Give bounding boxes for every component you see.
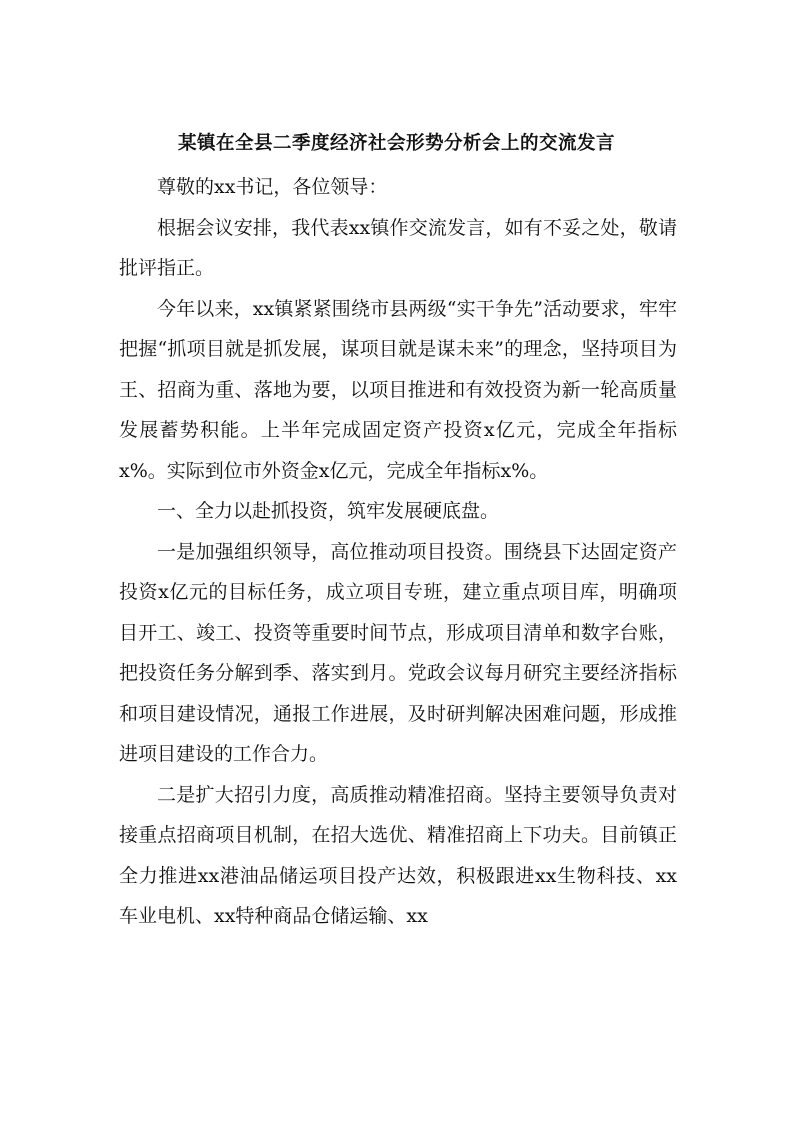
section-heading: 一、全力以赴抓投资，筑牢发展硬底盘。 [157,500,500,522]
overview-paragraph: 今年以来，xx镇紧紧围绕市县两级“实干争先”活动要求，牢牢把握“抓项目就是抓发展，谋项目就是谋未来”的理念，坚持项目为王、招商为重、落地为要，以项目推进和有效投资为新一轮高质量发展蓄势积能。上半年完成固定资产投资x亿元，完成全年指标x%。实际到位市外资金x亿元，完成全年指标x%。 [119,297,677,482]
salutation-paragraph: 尊敬的xx书记，各位领导： [157,176,388,198]
point-one-paragraph: 一是加强组织领导，高位推动项目投资。围绕县下达固定资产投资x亿元的目标任务，成立项目专班，建立重点项目库，明确项目开工、竣工、投资等重要时间节点，形成项目清单和数字台账，把投资任务分解到季、落实到月。党政会议每月研究主要经济指标和项目建设情况，通报工作进展，及时研判解决困难问题，形成推进项目建设的工作合力。 [119,540,677,765]
point-two-paragraph: 二是扩大招引力度，高质推动精准招商。坚持主要领导负责对接重点招商项目机制，在招大选优、精准招商上下功夫。目前镇正全力推进xx港油品储运项目投产达效，积极跟进xx生物科技、xx车业电机、xx特种商品仓储运输、xx [119,783,677,927]
intro-paragraph: 根据会议安排，我代表xx镇作交流发言，如有不妥之处，敬请批评指正。 [119,216,677,279]
document-title: 某镇在全县二季度经济社会形势分析会上的交流发言 [177,133,615,154]
document-body [119,167,677,937]
